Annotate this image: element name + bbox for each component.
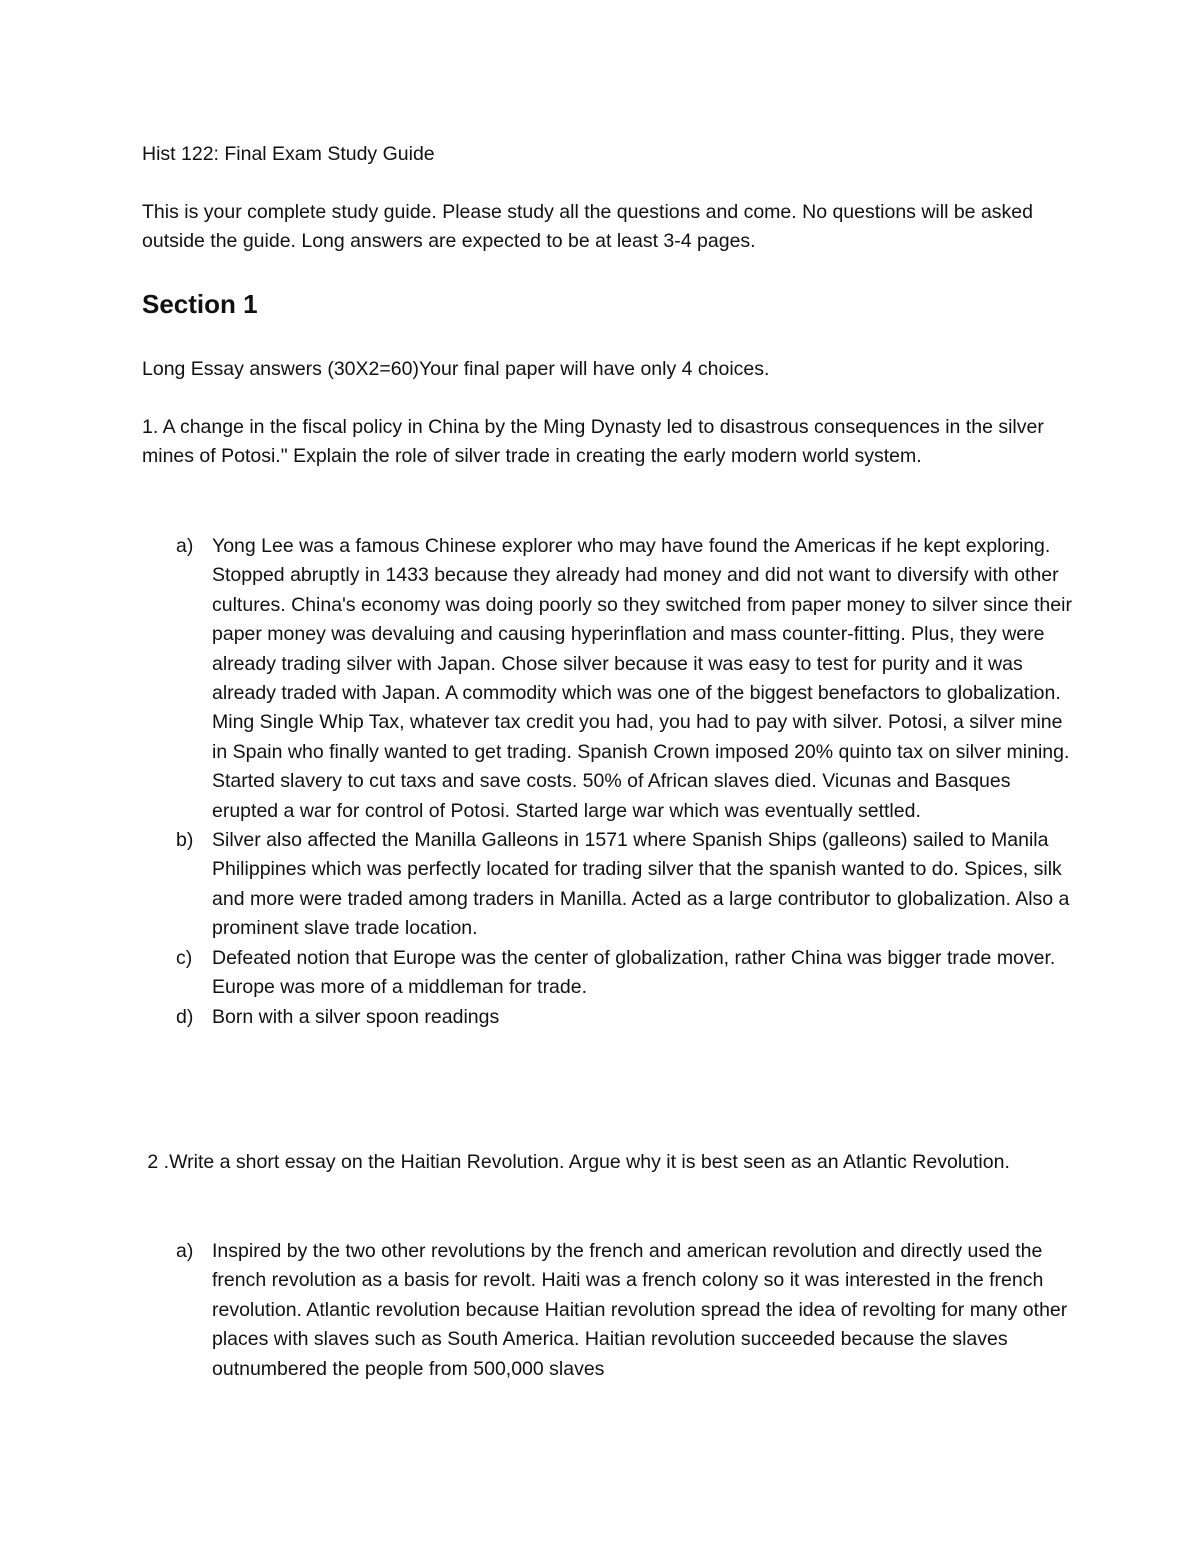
list-marker: a) [176,1240,194,1262]
instructions-paragraph: Long Essay answers (30X2=60)Your final paper will have only 4 choices. [142,358,770,380]
list-item [142,944,1072,1003]
list-item-text: Defeated notion that Europe was the center of globalization, rather China was bigger trade mover. Europe was more of a middleman for trade. [212,946,1056,999]
list-item-text: Born with a silver spoon readings [212,1005,500,1028]
question-prompt: 1. A change in the fiscal policy in China by the Ming Dynasty led to disastrous consequences in the silver mines of Potosi." Explain the role of silver trade in creating the early modern world system. [142,416,1044,468]
list-item [142,532,1072,826]
list-item-text: Silver also affected the Manilla Galleons in 1571 where Spanish Ships (galleons) sailed to Manila Philippines which was perfectly located for trading silver that the spanish wanted to do. Spices, silk and more were traded among traders in Manilla. Acted as a large contributor to globalization. Also a prominent slave trade location. [212,829,1070,940]
document-title: Hist 122: Final Exam Study Guide [142,143,435,165]
list-marker: b) [176,829,194,852]
list-item-text: Inspired by the two other revolutions by the french and american revolution and directly used the french revolution as a basis for revolt. Haiti was a french colony so it was interested in the french revolution. Atlantic revolution because Haitian revolution spread the idea of revolting for many other places with slaves such as South America. Haitian revolution succeeded because the slaves outnumbered the people from 500,000 slaves [212,1240,1068,1380]
list-item [142,1237,1072,1384]
list-item [142,826,1072,944]
intro-paragraph: This is your complete study guide. Please study all the questions and come. No questions will be asked outside the guide. Long answers are expected to be at least 3-4 pages. [142,201,1033,253]
answer-list [142,1237,1072,1384]
list-marker: d) [176,1005,194,1028]
question-prompt: 2 .Write a short essay on the Haitian Revolution. Argue why it is best seen as an Atlantic Revolution. [142,1151,1010,1173]
list-marker: c) [176,946,193,969]
section-heading: Section 1 [142,289,258,319]
list-item-text: Yong Lee was a famous Chinese explorer who may have found the Americas if he kept exploring. Stopped abruptly in 1433 because they already had money and did not want to diversify with other cultures. China's economy was doing poorly so they switched from paper money to silver since their paper money was devaluing and causing hyperinflation and mass counter-fitting. Plus, they were already trading silver with Japan. Chose silver because it was easy to test for purity and it was already traded with Japan. A commodity which was one of the biggest benefactors to globalization. Ming Single Whip Tax, whatever tax credit you had, you had to pay with silver. Potosi, a silver mine in Spain who finally wanted to get trading. Spanish Crown imposed 20% quinto tax on silver mining. Started slavery to cut taxs and save costs. 50% of African slaves died. Vicunas and Basques erupted a war for control of Potosi. Started large war which was eventually settled. [212,535,1072,822]
list-marker: a) [176,535,194,557]
list-item [142,1003,1072,1032]
answer-list [142,532,1072,1032]
